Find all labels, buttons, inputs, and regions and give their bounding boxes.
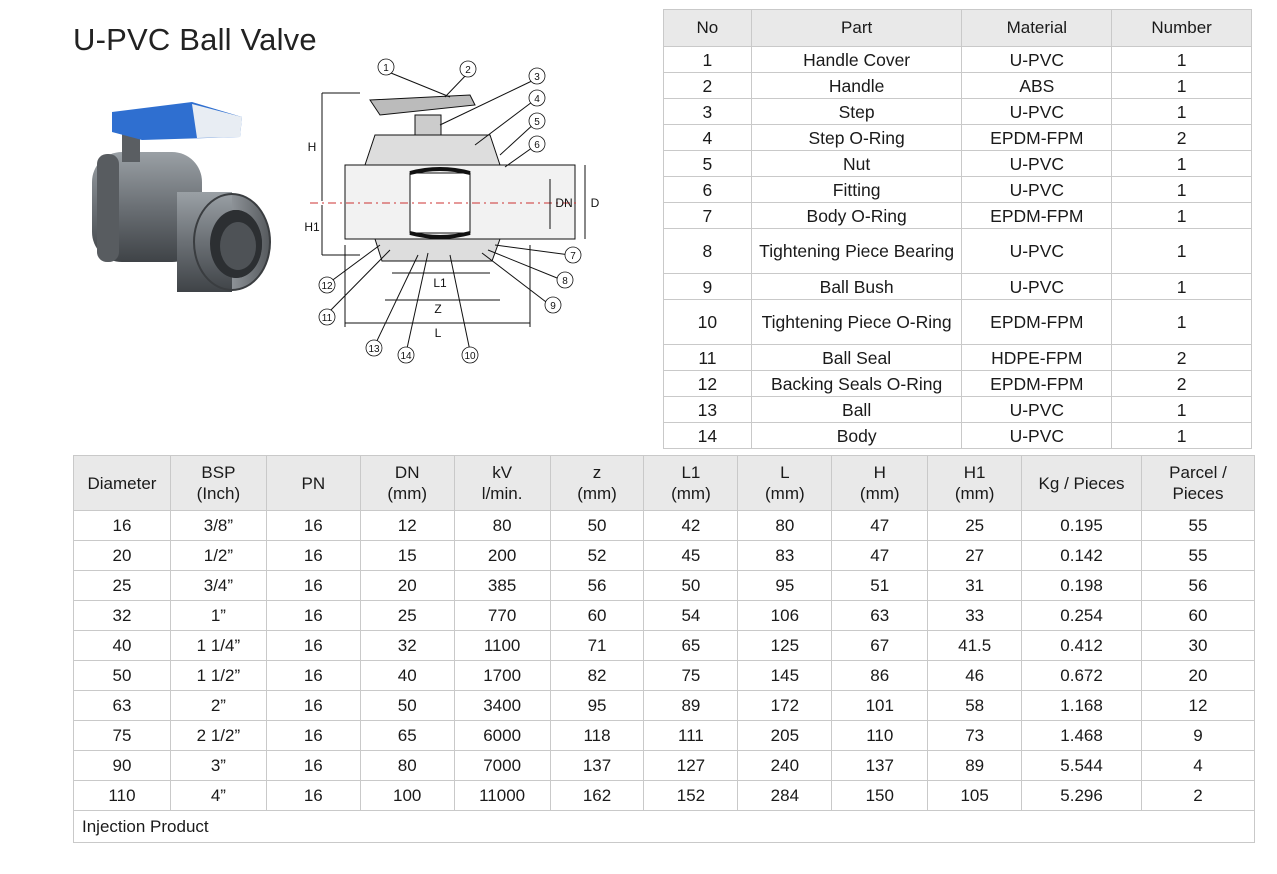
dimensions-cell: 2 bbox=[1142, 781, 1255, 811]
dimensions-cell: 50 bbox=[644, 571, 738, 601]
dimensions-cell: 105 bbox=[928, 781, 1022, 811]
dimensions-cell: 100 bbox=[360, 781, 454, 811]
parts-cell-number: 1 bbox=[1112, 397, 1252, 423]
dimensions-cell: 16 bbox=[266, 631, 360, 661]
dimensions-table bbox=[73, 455, 1255, 843]
callout-3 bbox=[529, 68, 545, 84]
dimensions-cell: 4” bbox=[170, 781, 266, 811]
header-line-2: (mm) bbox=[387, 484, 428, 503]
dimensions-cell: 110 bbox=[832, 721, 928, 751]
parts-cell-no: 12 bbox=[664, 371, 752, 397]
dim-label-dn: DN bbox=[555, 196, 573, 210]
dimensions-cell: 95 bbox=[550, 691, 644, 721]
dimensions-table-row bbox=[74, 781, 1255, 811]
dimensions-cell: 50 bbox=[550, 511, 644, 541]
dimensions-header-cell bbox=[738, 456, 832, 511]
dimensions-cell: 25 bbox=[928, 511, 1022, 541]
dimensions-cell: 33 bbox=[928, 601, 1022, 631]
callout-14 bbox=[398, 347, 414, 363]
dimensions-cell: 0.254 bbox=[1022, 601, 1142, 631]
dimensions-cell: 16 bbox=[266, 751, 360, 781]
dim-label-h1: H1 bbox=[304, 220, 320, 234]
svg-text:3: 3 bbox=[534, 72, 540, 83]
dimensions-cell: 55 bbox=[1142, 541, 1255, 571]
parts-table-row bbox=[664, 300, 1252, 345]
callout-13 bbox=[366, 340, 382, 356]
parts-cell-material: U-PVC bbox=[962, 274, 1112, 300]
dimensions-header-row bbox=[74, 456, 1255, 511]
dimensions-cell: 50 bbox=[74, 661, 171, 691]
dimensions-cell: 16 bbox=[266, 721, 360, 751]
parts-cell-no: 1 bbox=[664, 47, 752, 73]
dimensions-cell: 16 bbox=[266, 661, 360, 691]
dimensions-cell: 65 bbox=[360, 721, 454, 751]
dimensions-cell: 0.198 bbox=[1022, 571, 1142, 601]
dimensions-cell: 32 bbox=[360, 631, 454, 661]
callout-8 bbox=[557, 272, 573, 288]
parts-cell-part: Tightening Piece Bearing bbox=[751, 229, 962, 274]
dimensions-cell: 111 bbox=[644, 721, 738, 751]
parts-cell-number: 2 bbox=[1112, 371, 1252, 397]
parts-cell-number: 1 bbox=[1112, 177, 1252, 203]
svg-text:2: 2 bbox=[465, 65, 471, 76]
dimensions-cell: 16 bbox=[266, 691, 360, 721]
parts-cell-material: EPDM-FPM bbox=[962, 371, 1112, 397]
parts-cell-part: Step O-Ring bbox=[751, 125, 962, 151]
dimensions-cell: 5.296 bbox=[1022, 781, 1142, 811]
dimensions-cell: 145 bbox=[738, 661, 832, 691]
dim-label-d: D bbox=[590, 196, 600, 210]
dim-label-z: Z bbox=[434, 302, 442, 316]
dimensions-cell: 127 bbox=[644, 751, 738, 781]
parts-cell-part: Handle bbox=[751, 73, 962, 99]
dimensions-cell: 67 bbox=[832, 631, 928, 661]
dimensions-cell: 60 bbox=[550, 601, 644, 631]
header-line-2: (mm) bbox=[765, 484, 805, 503]
header-line-2: l/min. bbox=[481, 484, 523, 503]
dimensions-cell: 47 bbox=[832, 511, 928, 541]
dimensions-cell: 3/4” bbox=[170, 571, 266, 601]
dimensions-header-cell bbox=[74, 456, 171, 511]
dimensions-table-row bbox=[74, 661, 1255, 691]
dimensions-cell: 1100 bbox=[454, 631, 550, 661]
parts-table-row bbox=[664, 423, 1252, 449]
dimensions-cell: 89 bbox=[644, 691, 738, 721]
svg-text:4: 4 bbox=[534, 94, 540, 105]
parts-table-row bbox=[664, 345, 1252, 371]
svg-text:14: 14 bbox=[400, 351, 412, 362]
dimensions-cell: 42 bbox=[644, 511, 738, 541]
parts-cell-part: Nut bbox=[751, 151, 962, 177]
parts-cell-material: HDPE-FPM bbox=[962, 345, 1112, 371]
callout-5 bbox=[529, 113, 545, 129]
header-line-1: Parcel / bbox=[1169, 463, 1227, 482]
callout-2 bbox=[460, 61, 476, 77]
dimensions-cell: 60 bbox=[1142, 601, 1255, 631]
parts-cell-part: Handle Cover bbox=[751, 47, 962, 73]
dimensions-cell: 200 bbox=[454, 541, 550, 571]
dimensions-cell: 284 bbox=[738, 781, 832, 811]
dimensions-table-row bbox=[74, 571, 1255, 601]
dimensions-cell: 152 bbox=[644, 781, 738, 811]
page-title: U-PVC Ball Valve bbox=[73, 22, 317, 57]
dimensions-cell: 80 bbox=[738, 511, 832, 541]
dimensions-header-cell bbox=[644, 456, 738, 511]
svg-text:13: 13 bbox=[368, 344, 380, 355]
dim-label-h: H bbox=[307, 140, 317, 154]
dimensions-cell: 82 bbox=[550, 661, 644, 691]
dimensions-cell: 16 bbox=[74, 511, 171, 541]
valve-photo bbox=[72, 92, 272, 302]
dimensions-cell: 20 bbox=[360, 571, 454, 601]
parts-cell-no: 11 bbox=[664, 345, 752, 371]
header-line-1: Kg / Pieces bbox=[1038, 473, 1125, 493]
svg-text:7: 7 bbox=[570, 251, 576, 262]
dimensions-cell: 41.5 bbox=[928, 631, 1022, 661]
parts-cell-number: 1 bbox=[1112, 47, 1252, 73]
parts-header-part: Part bbox=[751, 10, 962, 47]
dimensions-cell: 9 bbox=[1142, 721, 1255, 751]
dimensions-cell: 12 bbox=[360, 511, 454, 541]
parts-table-row bbox=[664, 274, 1252, 300]
dimensions-cell: 45 bbox=[644, 541, 738, 571]
svg-text:8: 8 bbox=[562, 276, 568, 287]
dimensions-table-row bbox=[74, 751, 1255, 781]
parts-cell-no: 6 bbox=[664, 177, 752, 203]
parts-table-row bbox=[664, 47, 1252, 73]
svg-text:1: 1 bbox=[383, 63, 389, 74]
dimensions-cell: 137 bbox=[550, 751, 644, 781]
parts-cell-material: EPDM-FPM bbox=[962, 125, 1112, 151]
parts-cell-no: 7 bbox=[664, 203, 752, 229]
dimensions-header-cell bbox=[170, 456, 266, 511]
parts-cell-part: Step bbox=[751, 99, 962, 125]
header-line-1: Diameter bbox=[87, 473, 157, 493]
dimensions-cell: 6000 bbox=[454, 721, 550, 751]
parts-table-row bbox=[664, 229, 1252, 274]
dimensions-cell: 150 bbox=[832, 781, 928, 811]
callout-11 bbox=[319, 309, 335, 325]
dimensions-cell: 15 bbox=[360, 541, 454, 571]
dimensions-cell: 106 bbox=[738, 601, 832, 631]
dimensions-cell: 47 bbox=[832, 541, 928, 571]
dimensions-cell: 385 bbox=[454, 571, 550, 601]
dimensions-cell: 56 bbox=[1142, 571, 1255, 601]
dimensions-cell: 16 bbox=[266, 511, 360, 541]
parts-cell-no: 5 bbox=[664, 151, 752, 177]
svg-text:9: 9 bbox=[550, 301, 556, 312]
parts-cell-number: 2 bbox=[1112, 345, 1252, 371]
header-line-1: kV bbox=[492, 463, 513, 482]
parts-cell-part: Ball Seal bbox=[751, 345, 962, 371]
parts-cell-material: U-PVC bbox=[962, 177, 1112, 203]
dimensions-header-cell bbox=[266, 456, 360, 511]
dimensions-cell: 3400 bbox=[454, 691, 550, 721]
parts-cell-part: Fitting bbox=[751, 177, 962, 203]
parts-cell-number: 1 bbox=[1112, 73, 1252, 99]
dimensions-cell: 46 bbox=[928, 661, 1022, 691]
dimensions-cell: 54 bbox=[644, 601, 738, 631]
dimensions-cell: 31 bbox=[928, 571, 1022, 601]
callout-10 bbox=[462, 347, 478, 363]
callout-1 bbox=[378, 59, 394, 75]
dimensions-cell: 25 bbox=[360, 601, 454, 631]
callout-12 bbox=[319, 277, 335, 293]
parts-cell-number: 1 bbox=[1112, 151, 1252, 177]
parts-cell-material: EPDM-FPM bbox=[962, 203, 1112, 229]
dimensions-table-row bbox=[74, 541, 1255, 571]
dimensions-cell: 40 bbox=[360, 661, 454, 691]
parts-cell-number: 1 bbox=[1112, 274, 1252, 300]
parts-cell-number: 2 bbox=[1112, 125, 1252, 151]
dimensions-table-row bbox=[74, 601, 1255, 631]
parts-cell-number: 1 bbox=[1112, 300, 1252, 345]
parts-cell-material: U-PVC bbox=[962, 99, 1112, 125]
dimensions-cell: 1 1/4” bbox=[170, 631, 266, 661]
dimensions-cell: 2 1/2” bbox=[170, 721, 266, 751]
dimensions-cell: 56 bbox=[550, 571, 644, 601]
dim-label-l: L bbox=[434, 326, 442, 340]
parts-cell-no: 9 bbox=[664, 274, 752, 300]
dimensions-cell: 27 bbox=[928, 541, 1022, 571]
dimensions-cell: 4 bbox=[1142, 751, 1255, 781]
header-line-1: z bbox=[592, 463, 602, 482]
dimensions-header-cell bbox=[1022, 456, 1142, 511]
dimensions-cell: 51 bbox=[832, 571, 928, 601]
parts-cell-material: U-PVC bbox=[962, 47, 1112, 73]
dimensions-cell: 52 bbox=[550, 541, 644, 571]
dimensions-cell: 101 bbox=[832, 691, 928, 721]
callout-4 bbox=[529, 90, 545, 106]
dimensions-cell: 16 bbox=[266, 601, 360, 631]
dimensions-header-cell bbox=[928, 456, 1022, 511]
parts-table-row bbox=[664, 177, 1252, 203]
dimensions-cell: 16 bbox=[266, 571, 360, 601]
dimensions-cell: 1” bbox=[170, 601, 266, 631]
parts-header-material: Material bbox=[962, 10, 1112, 47]
parts-table-row bbox=[664, 73, 1252, 99]
svg-text:11: 11 bbox=[321, 313, 333, 324]
header-line-2: (mm) bbox=[859, 484, 900, 503]
dimensions-cell: 205 bbox=[738, 721, 832, 751]
callout-7 bbox=[565, 247, 581, 263]
dimensions-cell: 86 bbox=[832, 661, 928, 691]
dimensions-table-row bbox=[74, 631, 1255, 661]
callout-6 bbox=[529, 136, 545, 152]
dimensions-cell: 118 bbox=[550, 721, 644, 751]
parts-table-row bbox=[664, 397, 1252, 423]
dimensions-cell: 58 bbox=[928, 691, 1022, 721]
dimensions-table-row bbox=[74, 691, 1255, 721]
dimensions-cell: 12 bbox=[1142, 691, 1255, 721]
dimensions-cell: 770 bbox=[454, 601, 550, 631]
header-line-1: BSP bbox=[201, 463, 236, 482]
parts-cell-part: Backing Seals O-Ring bbox=[751, 371, 962, 397]
dimensions-cell: 83 bbox=[738, 541, 832, 571]
dimensions-cell: 240 bbox=[738, 751, 832, 781]
parts-cell-material: ABS bbox=[962, 73, 1112, 99]
dimensions-cell: 0.142 bbox=[1022, 541, 1142, 571]
parts-cell-no: 13 bbox=[664, 397, 752, 423]
dimensions-header-cell bbox=[454, 456, 550, 511]
dimensions-cell: 32 bbox=[74, 601, 171, 631]
parts-table-row bbox=[664, 371, 1252, 397]
dimensions-cell: 30 bbox=[1142, 631, 1255, 661]
dimensions-cell: 125 bbox=[738, 631, 832, 661]
parts-cell-part: Tightening Piece O-Ring bbox=[751, 300, 962, 345]
dimensions-cell: 63 bbox=[74, 691, 171, 721]
dimensions-cell: 20 bbox=[74, 541, 171, 571]
dimensions-cell: 16 bbox=[266, 541, 360, 571]
parts-cell-part: Ball Bush bbox=[751, 274, 962, 300]
dimensions-cell: 95 bbox=[738, 571, 832, 601]
parts-cell-part: Ball bbox=[751, 397, 962, 423]
header-line-2: (Inch) bbox=[196, 484, 241, 503]
parts-table-row bbox=[664, 151, 1252, 177]
parts-header-row bbox=[664, 10, 1252, 47]
dimensions-cell: 1.168 bbox=[1022, 691, 1142, 721]
dimensions-cell: 80 bbox=[454, 511, 550, 541]
parts-cell-part: Body bbox=[751, 423, 962, 449]
dimensions-cell: 55 bbox=[1142, 511, 1255, 541]
parts-table-body bbox=[664, 47, 1252, 449]
dimensions-cell: 0.412 bbox=[1022, 631, 1142, 661]
dimensions-cell: 40 bbox=[74, 631, 171, 661]
parts-cell-no: 4 bbox=[664, 125, 752, 151]
dimensions-cell: 7000 bbox=[454, 751, 550, 781]
dimensions-cell: 2” bbox=[170, 691, 266, 721]
dimensions-cell: 162 bbox=[550, 781, 644, 811]
parts-cell-number: 1 bbox=[1112, 229, 1252, 274]
dimensions-cell: 75 bbox=[644, 661, 738, 691]
dimensions-cell: 0.672 bbox=[1022, 661, 1142, 691]
parts-cell-no: 14 bbox=[664, 423, 752, 449]
dimensions-cell: 137 bbox=[832, 751, 928, 781]
parts-cell-part: Body O-Ring bbox=[751, 203, 962, 229]
dimensions-cell: 63 bbox=[832, 601, 928, 631]
dimensions-cell: 50 bbox=[360, 691, 454, 721]
dim-label-l1: L1 bbox=[433, 276, 447, 290]
header-line-1: H bbox=[873, 463, 886, 482]
dimensions-cell: 65 bbox=[644, 631, 738, 661]
dimensions-cell: 3” bbox=[170, 751, 266, 781]
header-line-1: L bbox=[780, 463, 790, 482]
dimensions-table-body bbox=[74, 511, 1255, 843]
parts-cell-material: EPDM-FPM bbox=[962, 300, 1112, 345]
header-line-2: (mm) bbox=[671, 484, 711, 503]
header-line-1: PN bbox=[301, 473, 326, 493]
dimensions-cell: 1 1/2” bbox=[170, 661, 266, 691]
dimensions-cell: 11000 bbox=[454, 781, 550, 811]
parts-cell-material: U-PVC bbox=[962, 423, 1112, 449]
dimensions-cell: 172 bbox=[738, 691, 832, 721]
parts-table-row bbox=[664, 99, 1252, 125]
dimensions-cell: 110 bbox=[74, 781, 171, 811]
header-line-1: H1 bbox=[963, 463, 986, 482]
parts-cell-no: 2 bbox=[664, 73, 752, 99]
dimensions-cell: 73 bbox=[928, 721, 1022, 751]
dimensions-cell: 1/2” bbox=[170, 541, 266, 571]
svg-text:6: 6 bbox=[534, 140, 540, 151]
dimensions-header-cell bbox=[360, 456, 454, 511]
svg-text:10: 10 bbox=[464, 351, 476, 362]
header-line-2: (mm) bbox=[954, 484, 995, 503]
parts-cell-material: U-PVC bbox=[962, 229, 1112, 274]
parts-header-number: Number bbox=[1112, 10, 1252, 47]
dimensions-cell: 80 bbox=[360, 751, 454, 781]
parts-cell-material: U-PVC bbox=[962, 151, 1112, 177]
svg-text:5: 5 bbox=[534, 117, 540, 128]
dimensions-cell: 5.544 bbox=[1022, 751, 1142, 781]
dimensions-table-row bbox=[74, 721, 1255, 751]
parts-cell-number: 1 bbox=[1112, 203, 1252, 229]
header-line-1: DN bbox=[394, 463, 420, 482]
parts-cell-no: 8 bbox=[664, 229, 752, 274]
parts-cell-no: 3 bbox=[664, 99, 752, 125]
parts-cell-number: 1 bbox=[1112, 423, 1252, 449]
dimensions-table-row bbox=[74, 511, 1255, 541]
footer-note: Injection Product bbox=[74, 811, 1255, 843]
dimensions-cell: 16 bbox=[266, 781, 360, 811]
parts-header-no: No bbox=[664, 10, 752, 47]
dimensions-header-cell bbox=[1142, 456, 1255, 511]
dimensions-cell: 1700 bbox=[454, 661, 550, 691]
callout-9 bbox=[545, 297, 561, 313]
dimensions-cell: 90 bbox=[74, 751, 171, 781]
dimensions-cell: 1.468 bbox=[1022, 721, 1142, 751]
parts-table bbox=[663, 9, 1252, 449]
dimensions-header-cell bbox=[832, 456, 928, 511]
dimensions-footer-row bbox=[74, 811, 1255, 843]
parts-table-row bbox=[664, 203, 1252, 229]
dimensions-cell: 20 bbox=[1142, 661, 1255, 691]
dimensions-cell: 89 bbox=[928, 751, 1022, 781]
header-line-2: (mm) bbox=[577, 484, 617, 503]
svg-text:12: 12 bbox=[321, 281, 333, 292]
dimensions-cell: 75 bbox=[74, 721, 171, 751]
parts-cell-number: 1 bbox=[1112, 99, 1252, 125]
dimensions-cell: 71 bbox=[550, 631, 644, 661]
valve-cross-section-diagram bbox=[300, 55, 610, 385]
header-line-2: Pieces bbox=[1172, 484, 1224, 503]
header-line-1: L1 bbox=[681, 463, 701, 482]
parts-cell-material: U-PVC bbox=[962, 397, 1112, 423]
dimensions-cell: 0.195 bbox=[1022, 511, 1142, 541]
dimensions-cell: 3/8” bbox=[170, 511, 266, 541]
parts-cell-no: 10 bbox=[664, 300, 752, 345]
dimensions-cell: 25 bbox=[74, 571, 171, 601]
parts-table-row bbox=[664, 125, 1252, 151]
dimensions-header-cell bbox=[550, 456, 644, 511]
